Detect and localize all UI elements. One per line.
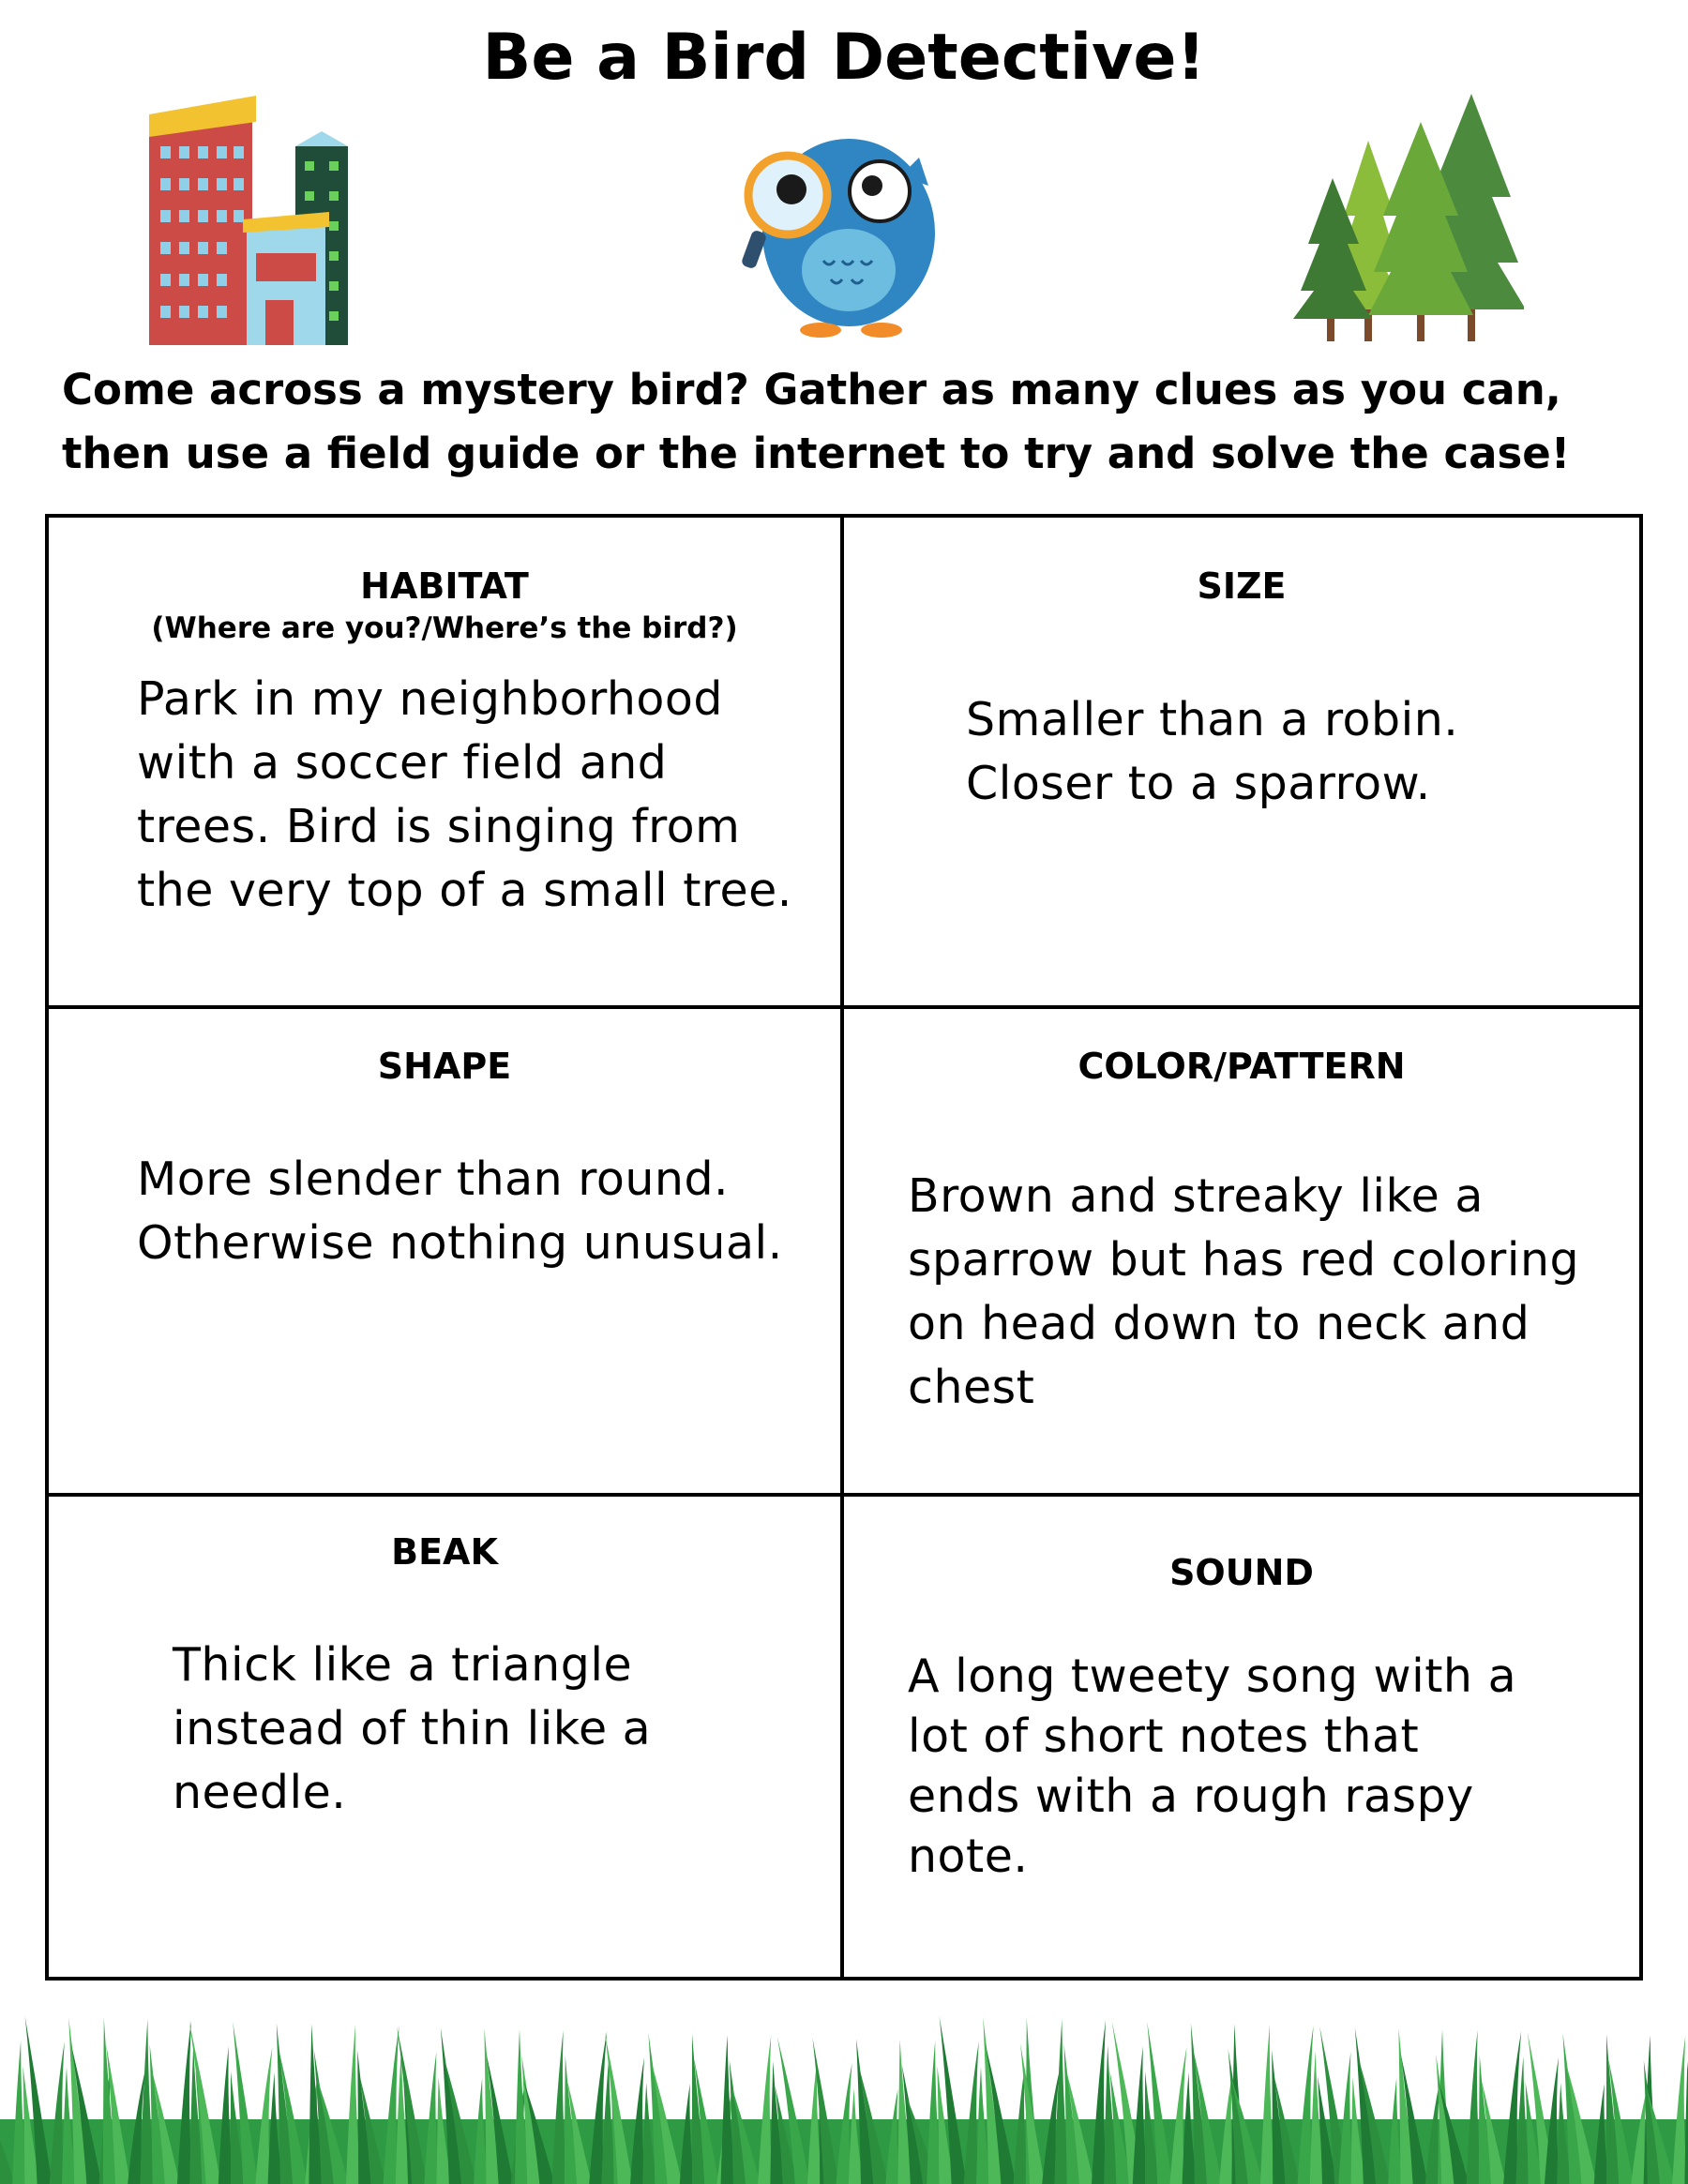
grass-blade	[1092, 2020, 1107, 2184]
size-label: SIZE	[1197, 565, 1287, 607]
shape-answer: More slender than round. Otherwise nothing unusual.	[137, 1152, 783, 1270]
grass-blade	[177, 2020, 192, 2184]
sound-cell	[844, 1497, 1639, 1977]
beak-label: BEAK	[391, 1531, 498, 1573]
sound-answer: A long tweety song with a lot of short notes that ends with a rough raspy note.	[908, 1649, 1517, 1883]
intro-text: Come across a mystery bird? Gather as many clues as you can, then use a field guide or the internet to try and solve the case!	[62, 365, 1571, 478]
habitat-answer: Park in my neighborhood with a soccer field and trees. Bird is singing from the very top of a small tree.	[137, 672, 792, 917]
pine-trees-illustration	[1289, 94, 1524, 342]
grass-blade	[50, 2041, 65, 2184]
beak-answer: Thick like a triangle instead of thin like a needle.	[173, 1638, 652, 1819]
habitat-cell	[49, 518, 844, 1009]
color-pattern-label: COLOR/PATTERN	[1078, 1046, 1406, 1087]
page-title: Be a Bird Detective!	[482, 21, 1206, 95]
clue-grid	[45, 514, 1643, 1981]
habitat-label: HABITAT	[360, 565, 529, 607]
beak-cell	[49, 1497, 844, 1977]
size-cell	[844, 518, 1639, 1009]
grass-decoration	[0, 2007, 1688, 2184]
color-pattern-answer: Brown and streaky like a sparrow but has red coloring on head down to neck and chest	[908, 1169, 1580, 1414]
city-buildings-illustration	[145, 94, 361, 349]
habitat-sublabel: (Where are you?/Where’s the bird?)	[151, 611, 738, 645]
color-pattern-cell	[844, 1009, 1639, 1497]
owl-with-magnifier-illustration	[741, 129, 947, 345]
grass-blade	[964, 2041, 979, 2184]
shape-cell	[49, 1009, 844, 1497]
size-answer: Smaller than a robin. Closer to a sparrow.	[966, 693, 1459, 810]
shape-label: SHAPE	[377, 1046, 512, 1087]
sound-label: SOUND	[1169, 1552, 1314, 1593]
